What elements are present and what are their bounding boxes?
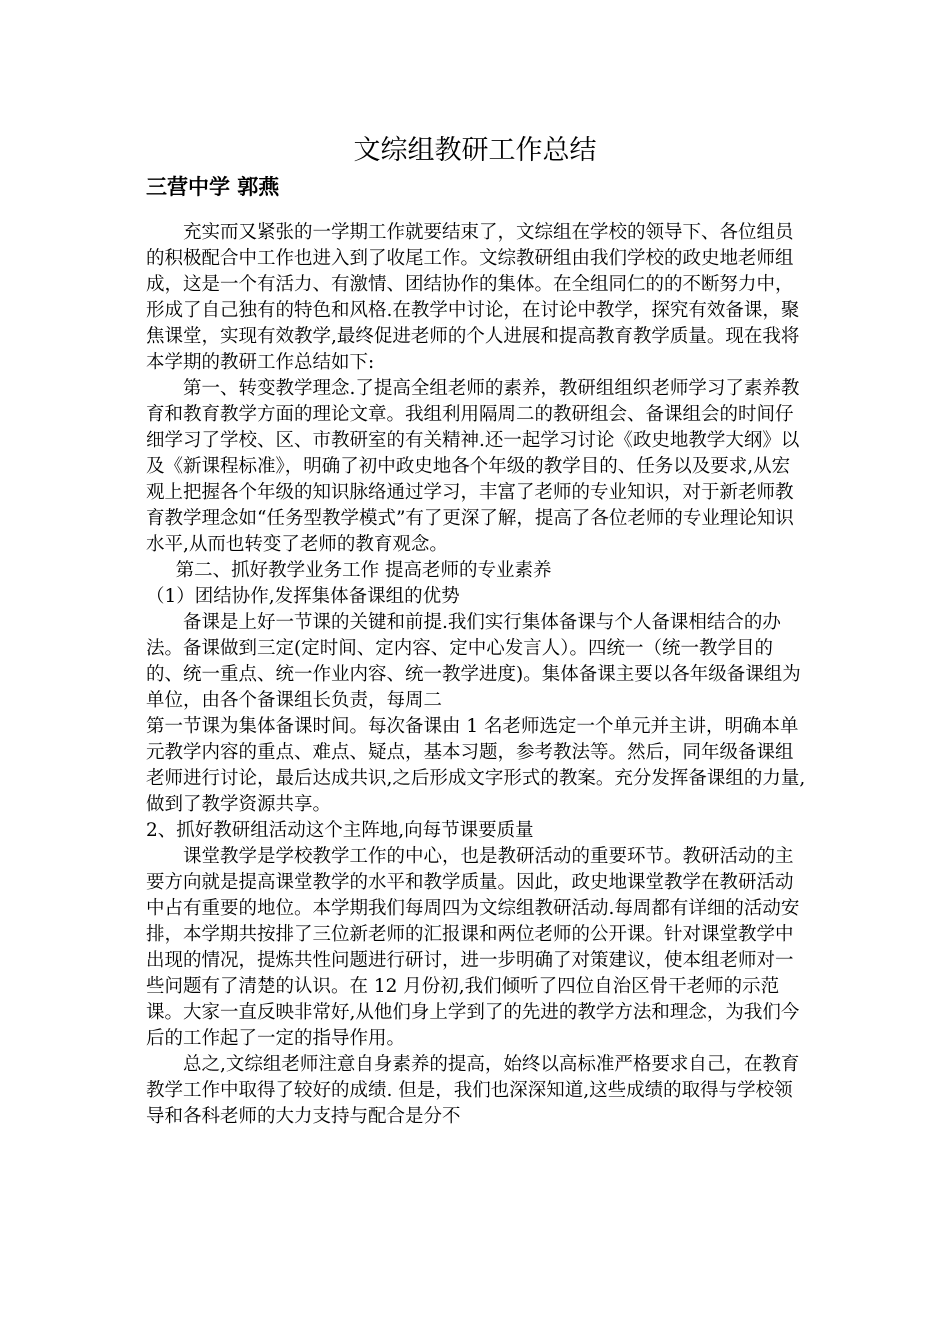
paragraph-research-activity: 课堂教学是学校教学工作的中心，也是教研活动的重要环节。教研活动的主要方向就是提高课堂教学的水平和教学质量。因此，政史地课堂教学在教研活动中占有重要的地位。本学期我们每周四为文综组教研活动.每周都有详细的活动安排，本学期共按排了三位新老师的汇报课和两位老师的公开课。针对课堂教学中出现的情况，提炼共性问题进行研讨，进一步明确了对策建议，使本组老师对一些问题有了清楚的认识。在 12 月份初,我们倾听了四位自治区骨干老师的示范课。大家一直反映非常好,从他们身上学到了的先进的教学方法和理念，为我们今后的工作起了一定的指导作用。 bbox=[146, 846, 800, 1049]
paragraph-prep-details: 第一节课为集体备课时间。每次备课由 1 名老师选定一个单元并主讲，明确本单元教学内容的重点、难点、疑点，基本习题，参考教法等。然后，同年级备课组老师进行讨论，最后达成共识,之后形成文字形式的教案。充分发挥备课组的力量,做到了教学资源共享。 bbox=[146, 716, 806, 815]
document-title: 文综组教研工作总结 bbox=[353, 135, 597, 166]
paragraph-first-point: 第一、转变教学理念.了提高全组老师的素养，教研组组织老师学习了素养教育和教育教学方面的理论文章。我组利用隔周二的教研组会、备课组会的时间仔细学习了学校、区、市教研室的有关精神.还一起学习讨论《政史地教学大纲》以及《新课程标准》，明确了初中政史地各个年级的教学目的、任务以及要求,从宏观上把握各个年级的知识脉络通过学习，丰富了老师的专业知识，对于新老师教育教学理念如“任务型教学模式”有了更深了解，提高了各位老师的专业理论知识水平,从而也转变了老师的教育观念。 bbox=[146, 378, 800, 555]
heading-second-point: 第二、抓好教学业务工作 提高老师的专业素养 bbox=[175, 560, 552, 581]
document-body bbox=[146, 220, 806, 1130]
subheading-collective-prep: （1）团结协作,发挥集体备课组的优势 bbox=[146, 586, 460, 607]
document-author: 三营中学 郭燕 bbox=[146, 175, 280, 199]
paragraph-conclusion: 总之,文综组老师注意自身素养的提高，始终以高标准严格要求自己，在教育教学工作中取得了较好的成绩. 但是，我们也深深知道,这些成绩的取得与学校领导和各科老师的大力支持与配合是分不 bbox=[146, 1054, 800, 1127]
paragraph-intro: 充实而又紧张的一学期工作就要结束了，文综组在学校的领导下、各位组员的积极配合中工作也进入到了收尾工作。文综教研组由我们学校的政史地老师组成，这是一个有活力、有激情、团结协作的集体。在全组同仁的的不断努力中，形成了自己独有的特色和风格.在教学中讨论，在讨论中教学，探究有效备课，聚焦课堂，实现有效教学,最终促进老师的个人进展和提高教育教学质量。现在我将本学期的教研工作总结如下: bbox=[146, 222, 800, 373]
subheading-research-activity: 2、抓好教研组活动这个主阵地,向每节课要质量 bbox=[146, 820, 534, 841]
paragraph-collective-prep: 备课是上好一节课的关键和前提.我们实行集体备课与个人备课相结合的办法。备课做到三定(定时间、定内容、定中心发言人）。四统一（统一教学目的的、统一重点、统一作业内容、统一教学进度)。集体备课主要以各年级备课组为单位，由各个备课组长负责，每周二 bbox=[146, 612, 801, 711]
